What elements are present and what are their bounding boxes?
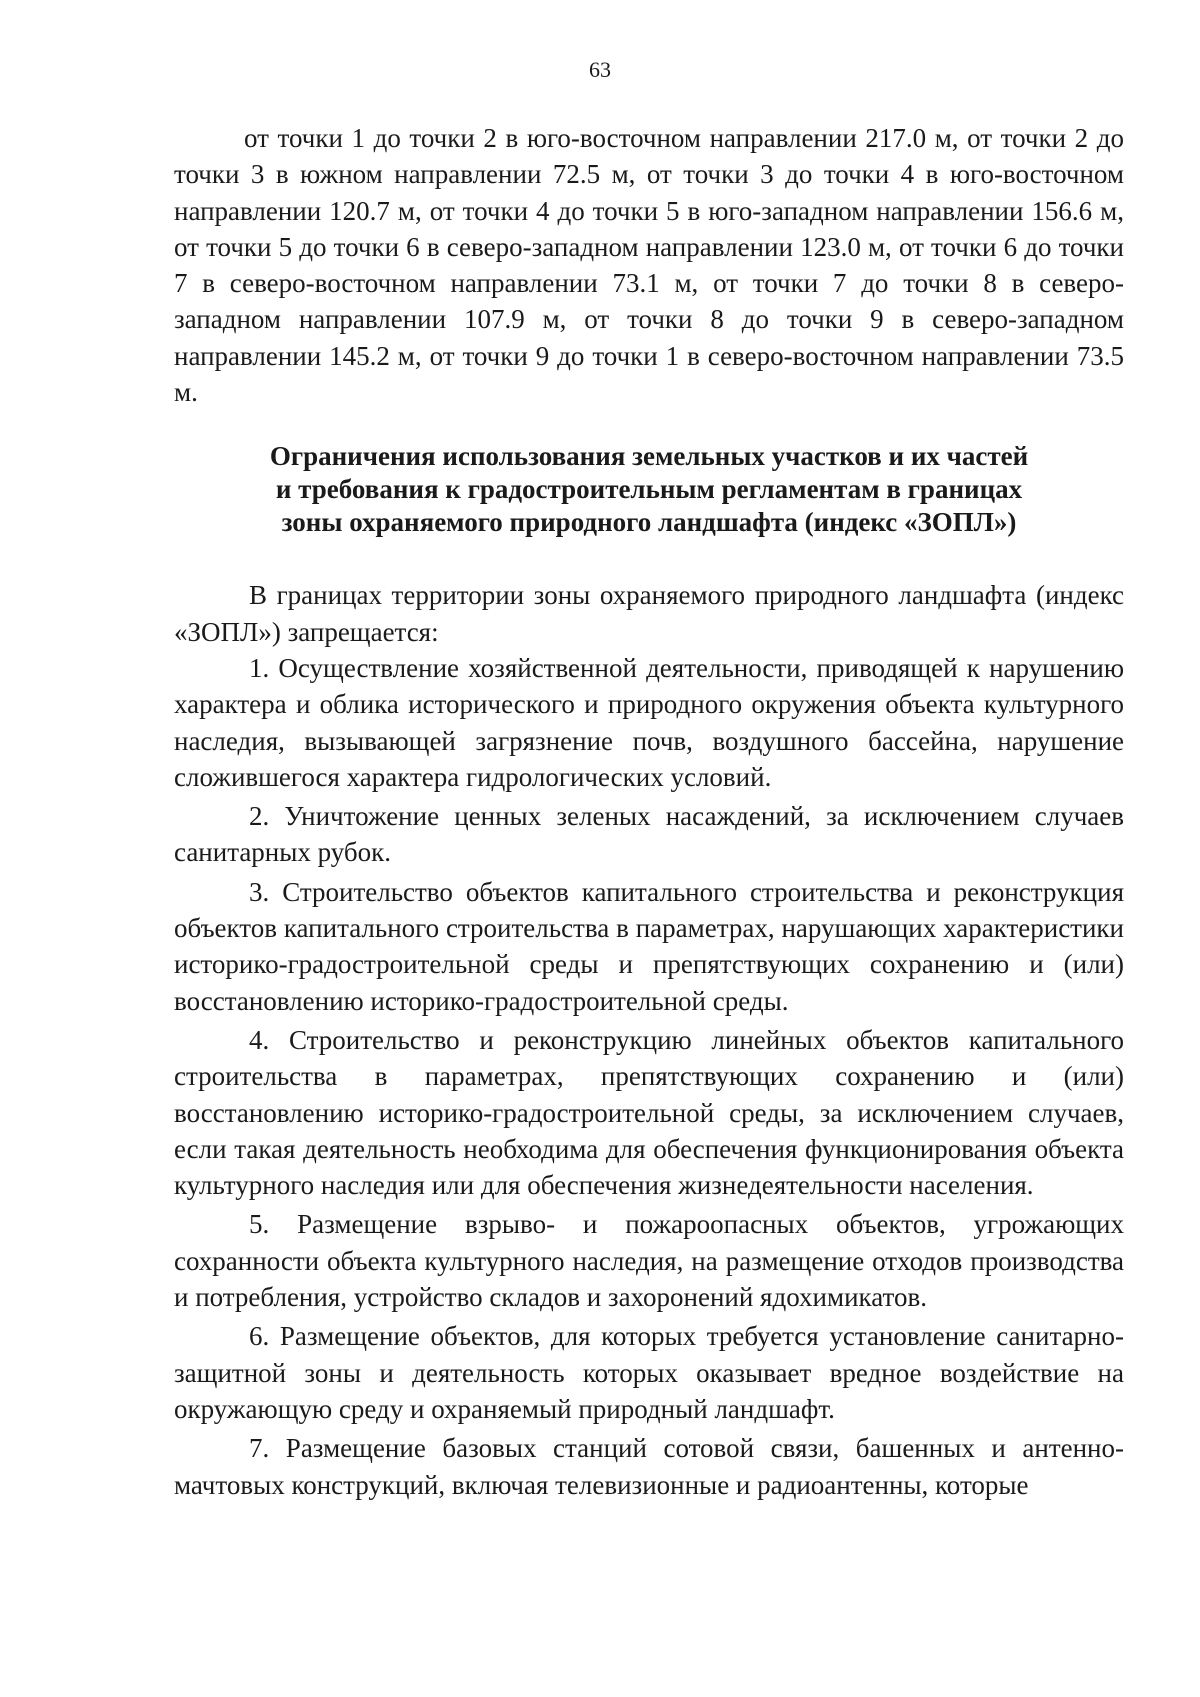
document-body — [174, 120, 1124, 1503]
heading-line-2: и требования к градостроительным регламентам в границах — [275, 474, 1023, 505]
lead-paragraph: В границах территории зоны охраняемого природного ландшафта (индекс «ЗОПЛ») запрещается: — [174, 580, 1124, 647]
list-item-6: 6. Размещение объектов, для которых требуется установление санитарно-защитной зоны и деятельность которых оказывает вредное воздействие на окружающую среду и охраняемый природный ландшафт. — [174, 1321, 1124, 1424]
list-item-4: 4. Строительство и реконструкцию линейных объектов капитального строительства в параметрах, препятствующих сохранению и (или) восстановлению историко-градостроительной среды, за исключением случаев, если такая деятельность необходима для обеспечения функционирования объекта культурного наследия или для обеспечения жизнедеятельности населения. — [174, 1024, 1124, 1201]
page-number: 63 — [589, 57, 611, 82]
list-item-3: 3. Строительство объектов капитального строительства и реконструкция объектов капитального строительства в параметрах, нарушающих характеристики историко-градостроительной среды и препятствующих сохранению и (или) восстановлению историко-градостроительной среды. — [174, 876, 1124, 1016]
list-item-7: 7. Размещение базовых станций сотовой связи, башенных и антенно-мачтовых конструкций, включая телевизионные и радиоантенны, которые — [174, 1433, 1124, 1500]
section-heading — [174, 440, 1124, 539]
heading-line-1: Ограничения использования земельных участков и их частей — [269, 441, 1029, 472]
list-item-2: 2. Уничтожение ценных зеленых насаждений, за исключением случаев санитарных рубок. — [174, 801, 1124, 868]
heading-line-3: зоны охраняемого природного ландшафта (индекс «ЗОПЛ») — [281, 507, 1017, 538]
intro-paragraph: от точки 1 до точки 2 в юго-восточном направлении 217.0 м, от точки 2 до точки 3 в южном направлении 72.5 м, от точки 3 до точки 4 в юго-восточном направлении 120.7 м, от точки 4 до точки 5 в юго-западном направлении 156.6 м, от точки 5 до точки 6 в северо-западном направлении 123.0 м, от точки 6 до точки 7 в северо-восточном направлении 73.1 м, от точки 7 до точки 8 в северо-западном направлении 107.9 м, от точки 8 до точки 9 в северо-западном направлении 145.2 м, от точки 9 до точки 1 в северо-восточном направлении 73.5 м. — [174, 123, 1124, 408]
list-item-1: 1. Осуществление хозяйственной деятельности, приводящей к нарушению характера и облика исторического и природного окружения объекта культурного наследия, вызывающей загрязнение почв, воздушного бассейна, нарушение сложившегося характера гидрологических условий. — [174, 652, 1124, 792]
list-item-5: 5. Размещение взрыво- и пожароопасных объектов, угрожающих сохранности объекта культурного наследия, на размещение отходов производства и потребления, устройство складов и захоронений ядохимикатов. — [174, 1209, 1124, 1313]
